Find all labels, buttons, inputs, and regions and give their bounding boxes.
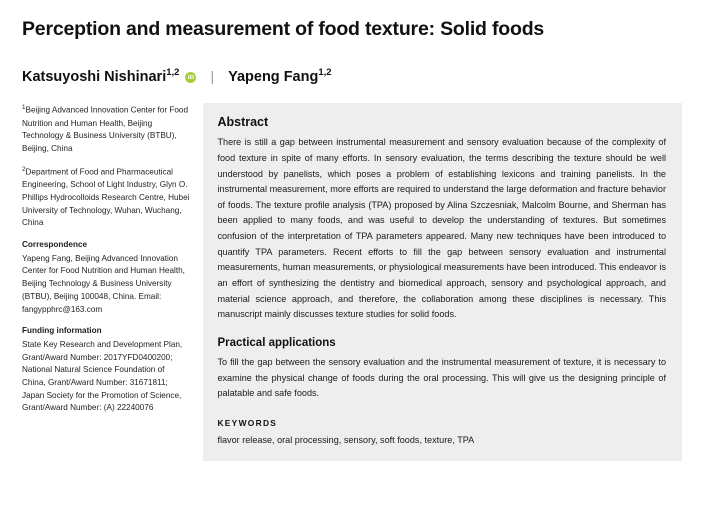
abstract-panel <box>203 103 682 461</box>
orcid-icon[interactable] <box>185 72 196 83</box>
author-list <box>22 67 682 85</box>
funding-block <box>22 325 189 415</box>
author-name: Yapeng Fang <box>228 69 319 86</box>
keywords-heading: KEYWORDS <box>217 417 278 428</box>
affiliation-item <box>22 165 189 230</box>
affiliation-text: Beijing Advanced Innovation Center for Food Nutrition and Human Health, Beijing Technology & Business University (BTBU), Beijing, China <box>22 105 189 154</box>
author-entry <box>22 67 179 85</box>
sidebar-metadata <box>22 103 203 461</box>
author-entry <box>228 67 331 85</box>
affiliation-mark: 1 <box>22 104 26 112</box>
affiliation-mark: 2 <box>22 165 26 173</box>
affiliation-item <box>22 103 189 156</box>
funding-text: State Key Research and Development Plan, Grant/Award Number: 2017YFD0400200; National Natural Science Foundation of China, Grant/Award Number: 31671811; Japan Society for the Promotion of Science, Grant/Award Number: (A) 22240076 <box>22 339 183 413</box>
practical-applications-text: To fill the gap between the sensory evaluation and the instrumental measurement of texture, it is necessary to examine the physical change of foods during the oral processing. This will give us the designing principle of palatable and safe foods. <box>217 356 666 399</box>
keywords-text: flavor release, oral processing, sensory, soft foods, texture, TPA <box>217 434 475 445</box>
funding-heading: Funding information <box>22 326 102 336</box>
page-title: Perception and measurement of food texture: Solid foods <box>22 18 545 40</box>
author-affiliation-marks: 1,2 <box>318 67 332 79</box>
author-separator: | <box>210 68 215 85</box>
correspondence-heading: Correspondence <box>22 240 88 250</box>
correspondence-block <box>22 239 189 316</box>
abstract-heading: Abstract <box>217 115 269 130</box>
practical-applications-heading: Practical applications <box>217 336 336 349</box>
author-name: Katsuyoshi Nishinari <box>22 69 167 86</box>
abstract-text: There is still a gap between instrumental measurement and sensory evaluation because of the complexity of food texture in spite of many efforts. In sensory evaluation, the terms describing the texture should be well understood by panelists, which poses a problem of establishing lexicons and training panelists. In the instrumental measurement, more efforts are required to understand the large deformation and fracture behavior of foods. The texture profile analysis (TPA) proposed by Alina Szczesniak, Malcolm Bourne, and Sherman has been applied to many foods, and was useful to develop the understanding of textures. But sometimes confusion of the interpretation of TPA parameters appeared. Many new techniques have been introduced to quantify TPA parameters. Recent efforts to fill the gap between sensory evaluation and instrumental measurements, human measurements, or physiological measurements have been introduced. This endeavor is an effort of synthesizing the dentistry and biomedical approach, sensory and psychological approach, and material science approach, and therefore, the collaboration among these disciplines is necessary. This manuscript mainly discusses texture studies for solid foods. <box>217 137 666 320</box>
affiliation-text: Department of Food and Pharmaceutical Engineering, School of Light Industry, Glyn O. Phillips Hydrocolloids Research Centre, Hubei University of Technology, Wuhan, Wuchang, China <box>22 167 190 228</box>
author-affiliation-marks: 1,2 <box>166 67 180 79</box>
content-columns <box>22 103 682 461</box>
correspondence-text: Yapeng Fang, Beijing Advanced Innovation Center for Food Nutrition and Human Health, Beijing Technology & Business University (BTBU), Beijing 100048, China. Email: fangypphrc@163.com <box>22 253 185 314</box>
